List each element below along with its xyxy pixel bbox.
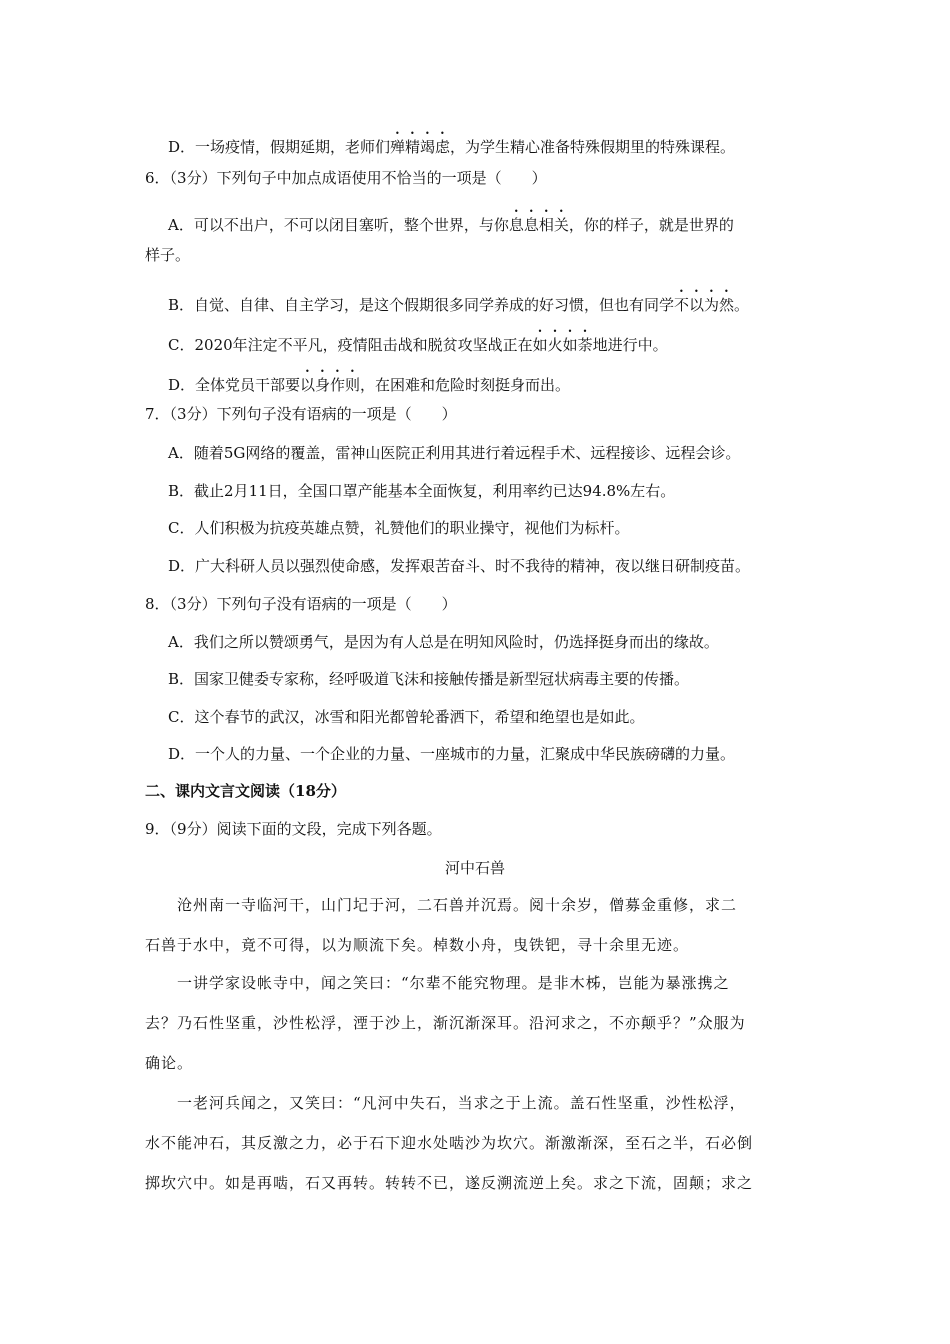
q7-option-b: B．截止2月11日，全国口罩产能基本全面恢复，利用率约已达94.8%左右。 [168, 482, 676, 500]
q9-stem: 9．（9分）阅读下面的文段，完成下列各题。 [145, 820, 442, 838]
q6-option-d [168, 367, 570, 395]
q6-c-dotted-idiom: 如火如荼 [532, 336, 593, 354]
q6-b-pre: B．自觉、自律、自主学习，是这个假期很多同学养成的好习惯，但也有同学 [168, 296, 675, 314]
q6-a-pre: A．可以不出户，不可以闭目塞听，整个世界，与你 [168, 216, 509, 234]
q8-option-c: C．这个春节的武汉，冰雪和阳光都曾轮番洒下，希望和绝望也是如此。 [168, 708, 645, 726]
q8-option-d: D．一个人的力量、一个企业的力量、一座城市的力量，汇聚成中华民族磅礴的力量。 [168, 745, 736, 763]
q6-c-pre: C．2020年注定不平凡，疫情阻击战和脱贫攻坚战正在 [168, 336, 533, 354]
q8-option-b: B．国家卫健委专家称，经呼吸道飞沫和接触传播是新型冠状病毒主要的传播。 [168, 670, 690, 688]
q5-d-pre: D．一场疫情，假期延期，老师们 [168, 138, 391, 156]
q6-b-dotted-idiom: 不以为然 [674, 296, 735, 314]
passage-line: 水不能冲石，其反激之力，必于石下迎水处啮沙为坎穴。渐激渐深，至石之半，石必倒 [145, 1134, 754, 1152]
q6-a-post: ，你的样子，就是世界的 [568, 216, 734, 234]
q6-d-post: ，在困难和危险时刻挺身而出。 [360, 376, 571, 394]
q6-d-pre: D．全体党员干部要 [168, 376, 301, 394]
passage-line: 一老河兵闻之，又笑曰：“凡河中失石，当求之于上流。盖石性坚重，沙性松浮， [145, 1094, 746, 1112]
section-heading: 二、课内文言文阅读（18分） [145, 782, 346, 800]
passage-line: 确论。 [145, 1054, 194, 1072]
q8-option-a: A．我们之所以赞颂勇气，是因为有人总是在明知风险时，仍选择挺身而出的缘故。 [168, 633, 719, 651]
q6-option-c [168, 327, 668, 355]
q8-stem: 8．（3分）下列句子没有语病的一项是（ ） [145, 595, 457, 613]
q6-a-dotted-idiom: 息息相关 [508, 216, 569, 234]
passage-title: 河中石兽 [444, 859, 505, 877]
q6-b-post: 。 [734, 296, 750, 314]
q5-option-d [168, 129, 735, 157]
passage-line: 一讲学家设帐寺中，闻之笑曰：“尔辈不能究物理。是非木柹，岂能为暴涨携之 [145, 974, 730, 992]
q6-a-continuation: 样子。 [145, 246, 191, 264]
q6-c-post: 地进行中。 [592, 336, 668, 354]
q6-d-dotted-idiom: 以身作则 [300, 376, 361, 394]
q5-d-dotted-idiom: 殚精竭虑 [390, 138, 451, 156]
passage-line: 石兽于水中，竟不可得，以为顺流下矣。棹数小舟，曳铁钯，寻十余里无迹。 [145, 936, 690, 954]
q7-option-c: C．人们积极为抗疫英雄点赞，礼赞他们的职业操守，视他们为标杆。 [168, 519, 630, 537]
passage-line: 沧州南一寺临河干，山门圮于河，二石兽并沉焉。阅十余岁，僧募金重修，求二 [145, 896, 738, 914]
q6-option-b [168, 287, 749, 315]
q7-option-a: A．随着5G网络的覆盖，雷神山医院正利用其进行着远程手术、远程接诊、远程会诊。 [168, 444, 741, 462]
passage-line: 去？乃石性坚重，沙性松浮，湮于沙上，渐沉渐深耳。沿河求之，不亦颠乎？”众服为 [145, 1014, 746, 1032]
q7-stem: 7．（3分）下列句子没有语病的一项是（ ） [145, 405, 457, 423]
q6-stem: 6．（3分）下列句子中加点成语使用不恰当的一项是（ ） [145, 169, 547, 187]
q7-option-d: D．广大科研人员以强烈使命感，发挥艰苦奋斗、时不我待的精神，夜以继日研制疫苗。 [168, 557, 751, 575]
passage-line: 掷坎穴中。如是再啮，石又再转。转转不已，遂反溯流逆上矣。求之下流，固颠；求之 [145, 1174, 754, 1192]
q6-option-a [168, 207, 734, 235]
q5-d-post: ，为学生精心准备特殊假期里的特殊课程。 [450, 138, 736, 156]
